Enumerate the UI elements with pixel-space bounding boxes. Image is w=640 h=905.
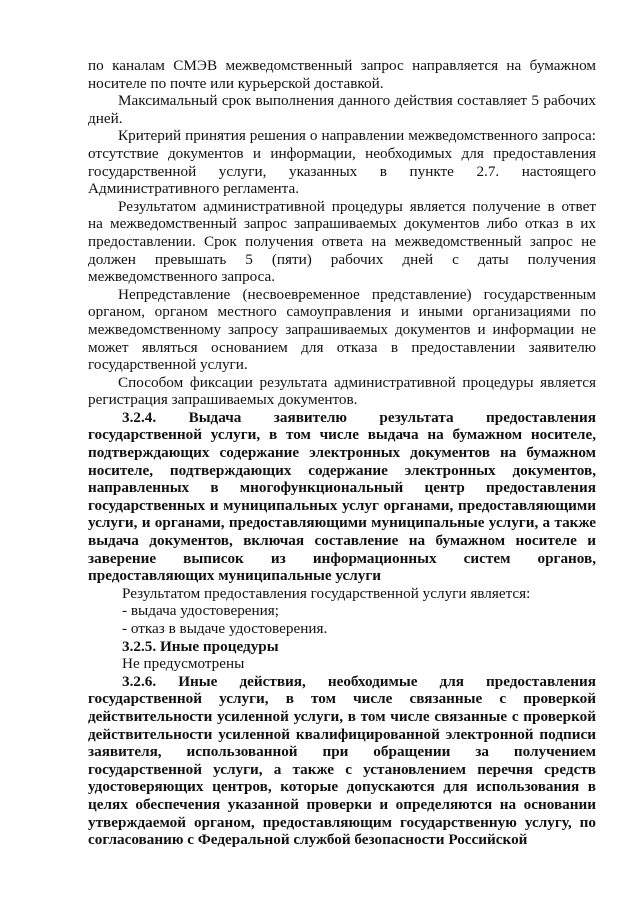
paragraph-2: Максимальный срок выполнения данного действия составляет 5 рабочих дней. (88, 92, 596, 127)
paragraph-1: по каналам СМЭВ межведомственный запрос направляется на бумажном носителе по почте или курьерской доставкой. (88, 57, 596, 92)
list-item-issue: - выдача удостоверения; (122, 602, 279, 620)
list-item-refusal: - отказ в выдаче удостоверения. (122, 620, 328, 637)
paragraph-not-provided: Не предусмотрены (122, 655, 245, 673)
paragraph-4: Результатом административной процедуры является получение в ответ на межведомственный запрос запрашиваемых документов либо отказ в их предоставлении. Срок получения ответа на межведомственный запрос не должен превышать 5 (пяти) рабочих дней с даты получения межведомственного запроса. (88, 197, 596, 286)
paragraph-6: Способом фиксации результата административной процедуры является регистрация запрашиваемых документов. (88, 373, 596, 409)
document-body (88, 57, 596, 849)
section-3-2-6-heading: 3.2.6. Иные действия, необходимые для предоставления государственной услуги, в том числе связанные с проверкой действительности усиленной услуги, в том числе связанные с проверкой действительности усиленной квалифицированной электронной подписи заявителя, использованной при обращении за получением государственной услуги, а также с установлением перечня средств удостоверяющих центров, которые допускаются для использования в целях обеспечения указанной проверки и определяются на основании утверждаемой органом, предоставляющим государственную услугу, по согласованию с Федеральной службой безопасности Российской (88, 672, 596, 849)
paragraph-3: Критерий принятия решения о направлении межведомственного запроса: отсутствие документов и информации, необходимых для предоставления государственной услуги, указанных в пункте 2.7. настоящего Административного регламента. (88, 127, 596, 198)
section-3-2-5-heading: 3.2.5. Иные процедуры (122, 637, 279, 655)
paragraph-result-intro: Результатом предоставления государственной услуги является: (122, 584, 531, 602)
paragraph-5: Непредставление (несвоевременное представление) государственным органом, органом местного самоуправления и иными организациями по межведомственному запросу запрашиваемых документов и информации не может являться основанием для отказа в предоставлении заявителю государственной услуги. (88, 285, 596, 374)
section-3-2-4-heading: 3.2.4. Выдача заявителю результата предоставления государственной услуги, в том числе выдача на бумажном носителе, подтверждающих содержание электронных документов на бумажном носителе, подтверждающих содержание электронных документов, направленных в многофункциональный центр предоставления государственных и муниципальных услуг органами, предоставляющими услуги, и органами, предоставляющими муниципальные услуги, а также выдача документов, включая составление на бумажном носителе и заверение выписок из информационных систем органов, предоставляющих муниципальные услуги (88, 408, 596, 585)
